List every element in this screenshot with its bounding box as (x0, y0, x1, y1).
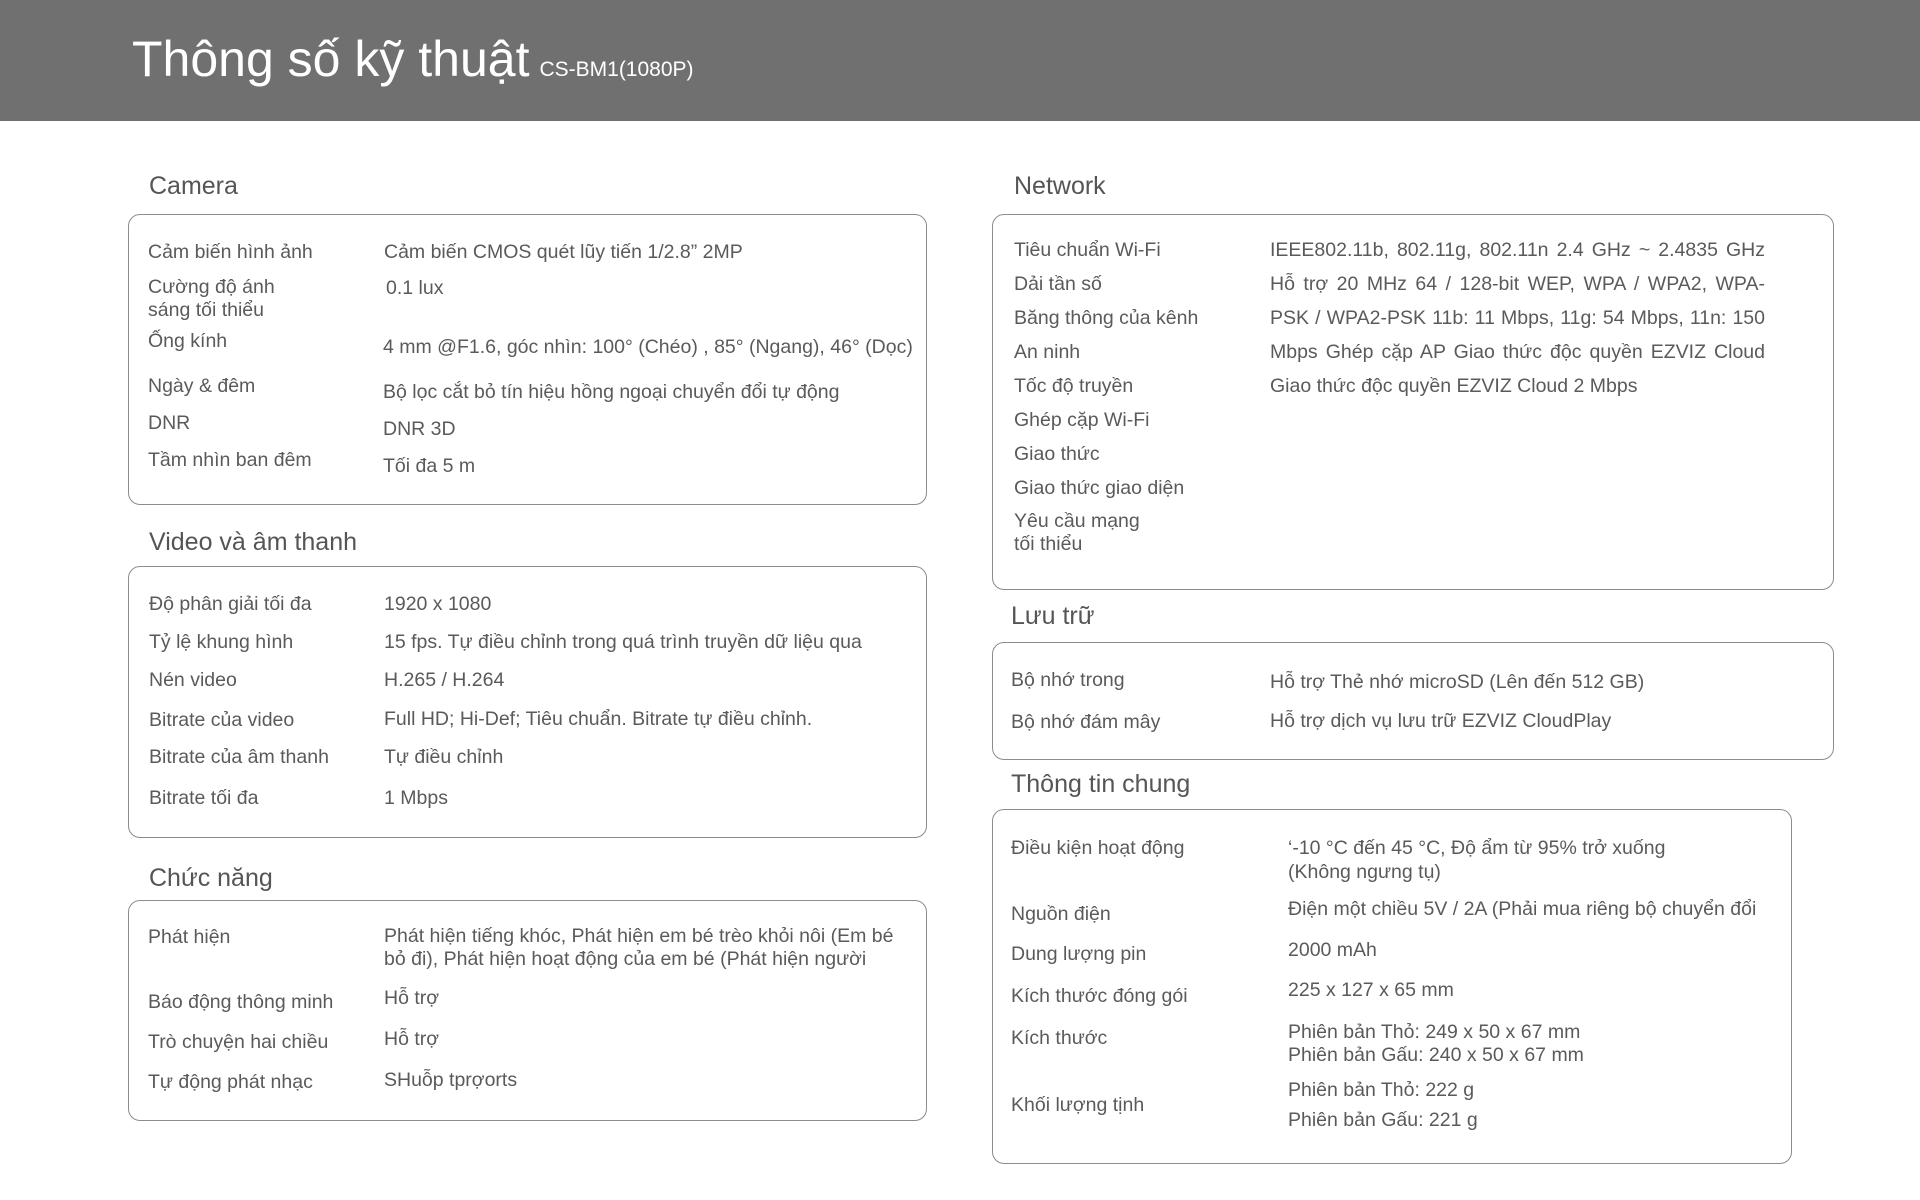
network-values-text: IEEE802.11b, 802.11g, 802.11n 2.4 GHz ~ 2.4835 GHz Hỗ trợ 20 MHz 64 / 128-bit WEP, WPA / WPA2, WPA-PSK / WPA2-PSK 11b: 11 Mbps, 11g: 54 Mbps, 11n: 150 Mbps Ghép cặp AP Giao thức độc quyền EZVIZ Cloud Giao thức độc quyền EZVIZ Cloud 2 Mbps (1270, 239, 1765, 397)
storage-spec-box (992, 642, 1834, 760)
model-number: CS-BM1(1080P) (539, 58, 694, 81)
video-value-audio-bitrate: Tự điều chỉnh (384, 746, 504, 768)
camera-section-title: Camera (149, 172, 238, 200)
features-value-detection-line1: Phát hiện tiếng khóc, Phát hiện em bé trèo khỏi nôi (Em bé (384, 925, 894, 947)
video-value-max-resolution: 1920 x 1080 (384, 593, 492, 615)
video-section-title: Video và âm thanh (149, 528, 358, 556)
video-label-audio-bitrate: Bitrate của âm thanh (149, 746, 329, 768)
features-value-detection (384, 925, 893, 971)
general-value-net-weight (1288, 1075, 1478, 1135)
general-label-dimensions: Kích thước (1011, 1027, 1108, 1049)
camera-label-min-illumination (148, 276, 275, 322)
general-value-dimensions (1288, 1021, 1584, 1067)
network-label-min-network (1014, 510, 1140, 556)
camera-label-min-illumination-line2: sáng tối thiểu (148, 299, 265, 321)
features-label-smart-alarm: Báo động thông minh (148, 991, 334, 1013)
general-value-battery-capacity: 2000 mAh (1288, 939, 1377, 961)
network-label-wifi-pairing: Ghép cặp Wi-Fi (1014, 409, 1150, 431)
camera-value-image-sensor: Cảm biến CMOS quét lũy tiến 1/2.8” 2MP (384, 241, 743, 263)
general-value-package-dimensions: 225 x 127 x 65 mm (1288, 979, 1454, 1001)
page-title (132, 30, 694, 88)
camera-value-lens: 4 mm @F1.6, góc nhìn: 100° (Chéo) , 85° (Ngang), 46° (Dọc) (383, 336, 913, 358)
video-value-max-bitrate: 1 Mbps (384, 787, 448, 809)
network-label-interface-protocol: Giao thức giao diện (1014, 477, 1185, 499)
video-label-video-bitrate: Bitrate của video (149, 709, 295, 731)
general-value-operating-conditions (1288, 836, 1665, 884)
features-value-detection-line2: bỏ đi), Phát hiện hoạt động của em bé (Phát hiện người (384, 948, 867, 970)
header-bar (0, 0, 1920, 121)
storage-label-cloud: Bộ nhớ đám mây (1011, 711, 1161, 733)
camera-label-dnr: DNR (148, 412, 191, 434)
camera-value-night-vision: Tối đa 5 m (383, 455, 476, 477)
camera-label-min-illumination-line1: Cường độ ánh (148, 276, 275, 298)
camera-value-min-illumination: 0.1 lux (386, 277, 444, 299)
general-value-operating-conditions-line2: (Không ngưng tụ) (1288, 861, 1441, 883)
general-value-operating-conditions-line1: ‘-10 °C đến 45 °C, Độ ẩm từ 95% trở xuống (1288, 837, 1666, 859)
network-label-channel-bandwidth: Băng thông của kênh (1014, 307, 1199, 329)
general-label-net-weight: Khối lượng tịnh (1011, 1094, 1145, 1116)
video-label-compression: Nén video (149, 669, 237, 691)
network-section-title: Network (1014, 172, 1106, 200)
general-label-operating-conditions: Điều kiện hoạt động (1011, 837, 1185, 859)
network-label-security: An ninh (1014, 341, 1081, 363)
network-label-min-network-line1: Yêu cầu mạng (1014, 510, 1140, 532)
general-label-power-supply: Nguồn điện (1011, 903, 1111, 925)
camera-value-day-night: Bộ lọc cắt bỏ tín hiệu hồng ngoại chuyển đổi tự động (383, 381, 840, 403)
features-label-two-way-talk: Trò chuyện hai chiều (148, 1031, 329, 1053)
features-value-auto-music: SHuỗp tprợorts (384, 1069, 518, 1091)
network-label-protocol: Giao thức (1014, 443, 1100, 465)
storage-section-title: Lưu trữ (1011, 602, 1095, 630)
features-label-auto-music: Tự động phát nhạc (148, 1071, 313, 1093)
network-label-frequency-range: Dải tần số (1014, 273, 1102, 295)
features-label-detection: Phát hiện (148, 926, 231, 948)
network-label-wifi-standard: Tiêu chuẩn Wi-Fi (1014, 239, 1161, 261)
features-value-two-way-talk: Hỗ trợ (384, 1028, 440, 1050)
camera-label-night-vision: Tầm nhìn ban đêm (148, 449, 312, 471)
general-value-dimensions-line2: Phiên bản Gấu: 240 x 50 x 67 mm (1288, 1044, 1584, 1066)
general-label-package-dimensions: Kích thước đóng gói (1011, 985, 1188, 1007)
storage-value-cloud: Hỗ trợ dịch vụ lưu trữ EZVIZ CloudPlay (1270, 710, 1612, 732)
camera-label-image-sensor: Cảm biến hình ảnh (148, 241, 313, 263)
video-label-max-bitrate: Bitrate tối đa (149, 787, 259, 809)
general-value-dimensions-line1: Phiên bản Thỏ: 249 x 50 x 67 mm (1288, 1021, 1581, 1043)
camera-label-day-night: Ngày & đêm (148, 375, 256, 397)
general-value-net-weight-line1: Phiên bản Thỏ: 222 g (1288, 1079, 1475, 1101)
features-value-smart-alarm: Hỗ trợ (384, 987, 440, 1009)
storage-label-local: Bộ nhớ trong (1011, 669, 1125, 691)
network-label-transmission-rate: Tốc độ truyền (1014, 375, 1134, 397)
general-section-title: Thông tin chung (1011, 770, 1191, 798)
camera-label-lens: Ống kính (148, 330, 228, 352)
video-value-compression: H.265 / H.264 (384, 669, 505, 691)
video-value-frame-rate: 15 fps. Tự điều chỉnh trong quá trình truyền dữ liệu qua (384, 631, 862, 653)
general-value-power-supply: Điện một chiều 5V / 2A (Phải mua riêng bộ chuyển đổi (1288, 898, 1757, 920)
general-label-battery-capacity: Dung lượng pin (1011, 943, 1147, 965)
camera-value-dnr: DNR 3D (383, 418, 456, 440)
features-section-title: Chức năng (149, 864, 273, 892)
storage-value-local: Hỗ trợ Thẻ nhớ microSD (Lên đến 512 GB) (1270, 671, 1645, 693)
video-label-max-resolution: Độ phân giải tối đa (149, 593, 312, 615)
general-value-net-weight-line2: Phiên bản Gấu: 221 g (1288, 1109, 1478, 1131)
network-label-min-network-line2: tối thiểu (1014, 533, 1083, 555)
video-label-frame-rate: Tỷ lệ khung hình (149, 631, 294, 653)
page-title-text: Thông số kỹ thuật (132, 31, 530, 87)
video-value-video-bitrate: Full HD; Hi-Def; Tiêu chuẩn. Bitrate tự điều chỉnh. (384, 708, 813, 730)
